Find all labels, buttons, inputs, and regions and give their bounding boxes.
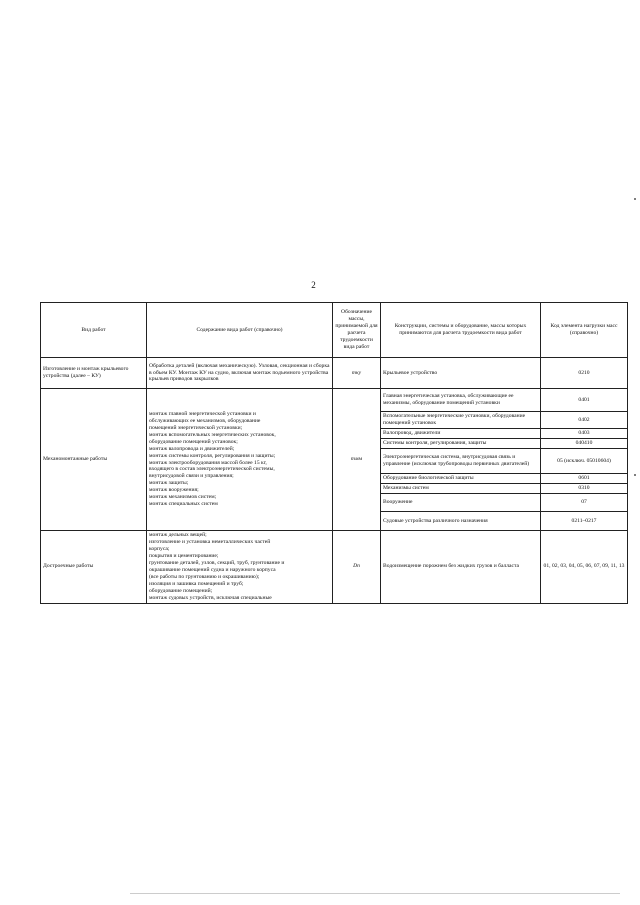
row2-code-3: 0403 (541, 429, 628, 439)
row2-content: монтаж главной энергетической установки и обслуживающих ее механизмов, оборудование помещений энергетической установки; монтаж вспомогательных энергетических установок, оборудование помещений установок; монтаж валопровода и движителей; монтаж системы контроля, регулирования и защиты; монтаж электрооборудования массой более 15 кг, входящего в состав электроэнергетической системы, внутрисудовой связи и управления; монтаж защиты; монтаж вооружения; монтаж механизмов систем; монтаж специальных систем (147, 389, 333, 531)
row2-code-7: 0310 (541, 484, 628, 494)
row2-code-5: 05 (исключ. 05010604) (541, 449, 628, 474)
row2-code-4: 040410 (541, 439, 628, 449)
row2-symbol: mмм (333, 389, 381, 531)
row3-content: монтаж дельных вещей; изготовление и установка неметаллических частей корпуса; покрытия и цементирование; грунтование деталей, узлов, секций, труб, грунтование и окрашивание помещений судна и наружного корпуса (все работы по грунтованию и окрашиванию); изоляция и зашивка помещений и труб; оборудование помещений; монтаж судовых устройств, исключая специальные (147, 531, 333, 604)
row2-construction-6: Оборудование биологической защиты (381, 474, 541, 484)
row2-construction-5: Электроэнергетическая система, внутрисудовая связь и управление (исключая трубопроводы первичных двигателей) (381, 449, 541, 474)
table-row (41, 358, 628, 389)
row3-work-type: Достроечные работы (41, 531, 147, 604)
row2-code-1: 0401 (541, 389, 628, 412)
row2-construction-9: Судовые устройства различного назначения (381, 512, 541, 531)
row2-construction-1: Главная энергетическая установка, обслуживающие ее механизмы, оборудование помещений установки (381, 389, 541, 412)
scan-dot (634, 198, 636, 200)
row2-code-8: 07 (541, 494, 628, 512)
row3-symbol: Dп (333, 531, 381, 604)
row2-code-2: 0402 (541, 412, 628, 429)
header-work-type: Вид работ (41, 303, 147, 358)
row2-work-type: Механомонтажные работы (41, 389, 147, 531)
header-code: Код элемента нагрузки масс (справочно) (541, 303, 628, 358)
row1-construction: Крыльевое устройство (381, 358, 541, 389)
table-row (41, 389, 628, 412)
row3-construction: Водоизмещение порожнем без жидких грузов и балласта (381, 531, 541, 604)
table-row (41, 531, 628, 604)
row1-content: Обработка деталей (включая механическую). Узловая, секционная и сборка в объем КУ. Монтаж КУ на судно, включая монтаж подъемного устройства крыльев приводов закрылков (147, 358, 333, 389)
row2-construction-4: Системы контроля, регулирования, защиты (381, 439, 541, 449)
row2-construction-2: Вспомогательные энергетические установки, оборудование помещений установок (381, 412, 541, 429)
row3-code: 01, 02, 03, 04, 05, 06, 07, 09, 11, 13 (541, 531, 628, 604)
header-content: Содержание вида работ (справочно) (147, 303, 333, 358)
row1-symbol: mку (333, 358, 381, 389)
row1-code: 0210 (541, 358, 628, 389)
row2-code-9: 0211–0217 (541, 512, 628, 531)
table-header-row (41, 303, 628, 358)
header-constructions: Конструкции, системы и оборудование, массы которых принимаются для расчета трудоемкости вида работ (381, 303, 541, 358)
page-number: 2 (311, 280, 316, 290)
row2-construction-3: Валопровод, движители (381, 429, 541, 439)
row2-construction-8: Вооружение (381, 494, 541, 512)
scan-edge-line (130, 893, 620, 894)
work-types-table (40, 302, 628, 604)
row2-construction-7: Механизмы систем (381, 484, 541, 494)
scan-dot (634, 474, 636, 476)
row1-work-type: Изготовление и монтаж крыльевого устройства (далее – КУ) (41, 358, 147, 389)
row2-code-6: 0601 (541, 474, 628, 484)
header-mass-symbol: Обозначение массы, принимаемой для расчета трудоемкости вида работ (333, 303, 381, 358)
